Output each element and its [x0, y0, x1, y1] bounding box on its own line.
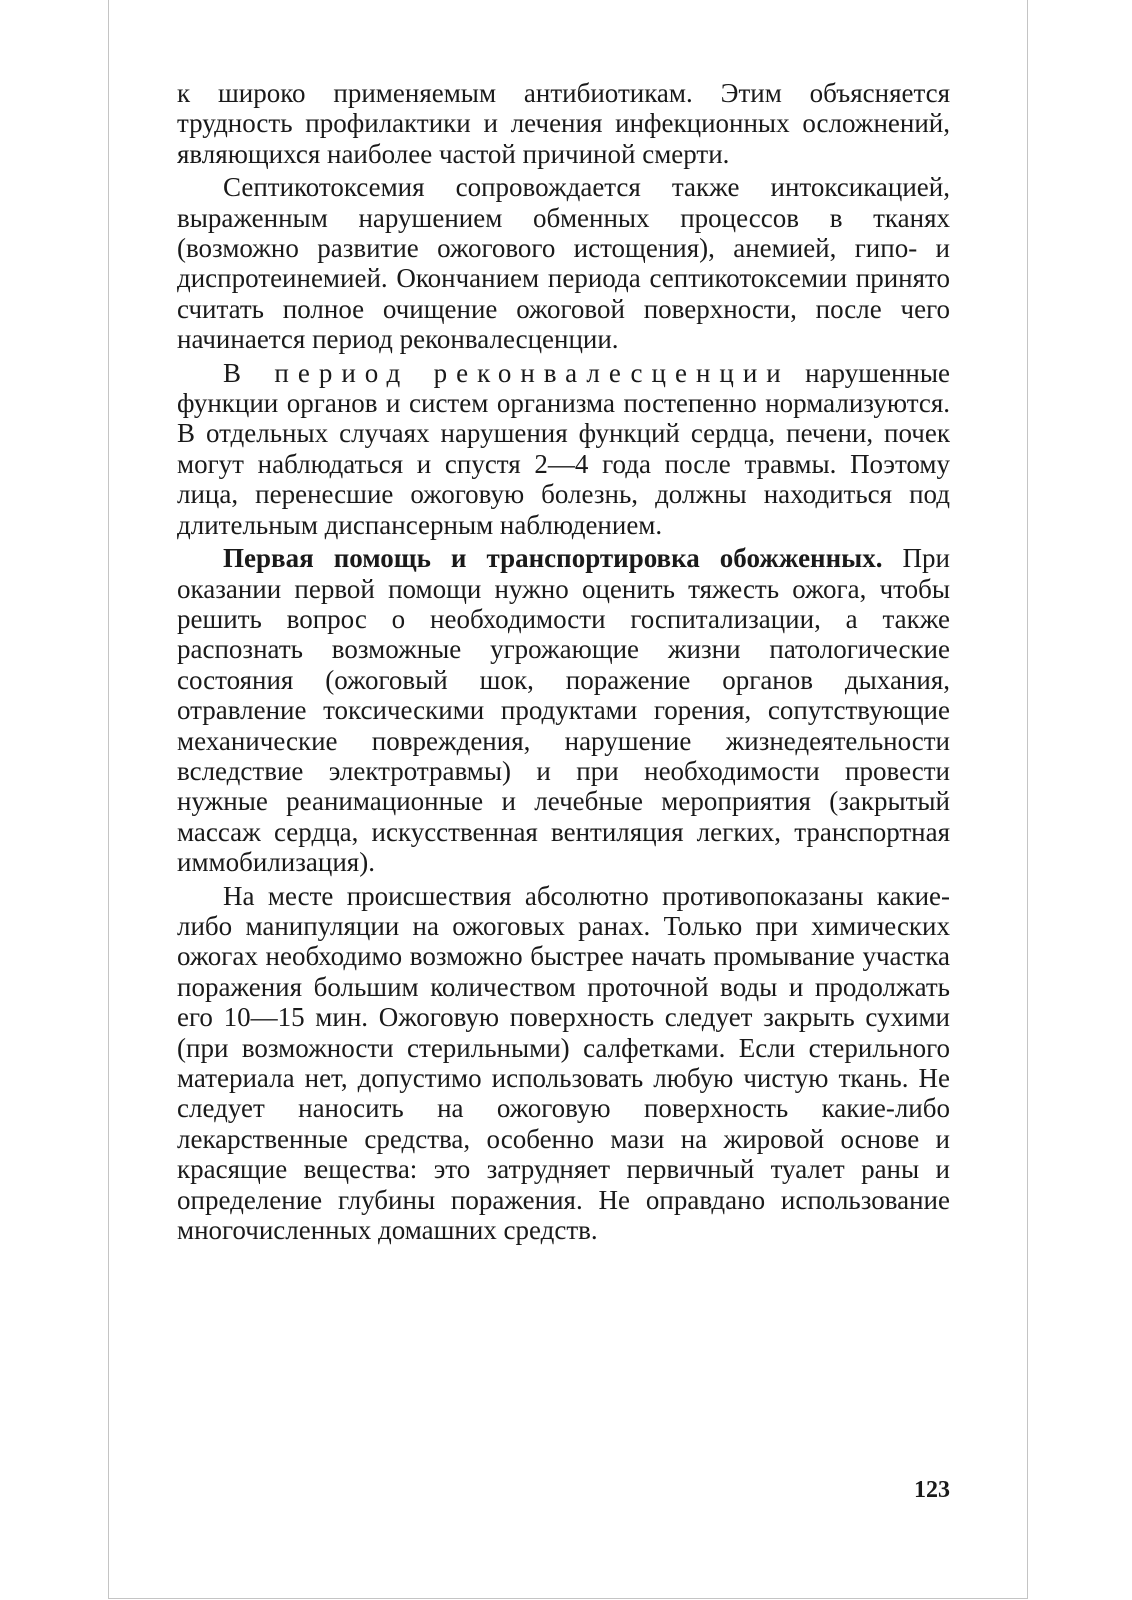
section-heading: Первая помощь и транспортировка обожженных.: [223, 543, 883, 574]
page-number: 123: [914, 1477, 950, 1503]
body-text: [177, 78, 950, 1248]
paragraph-septicotoxemia: Септикотоксемия сопровождается также интоксикацией, выраженным нарушением обменных процессов в тканях (возможно развитие ожогового истощения), анемией, гипо- и диспротеинемией. Окончанием периода септикотоксемии принято считать полное очищение ожоговой поверхности, после чего начинается период реконвалесценции.: [177, 172, 950, 355]
spaced-term: В период реконвалесценции: [223, 357, 790, 388]
paragraph-antibiotics: к широко применяемым антибиотикам. Этим объясняется трудность профилактики и лечения инфекционных осложнений, являющихся наиболее частой причиной смерти.: [177, 78, 950, 169]
paragraph-reconvalescence: [177, 358, 950, 540]
paragraph-first-aid-text: При оказании первой помощи нужно оценить тяжесть ожога, чтобы решить вопрос о необходимости госпитализации, а также распознать возможные угрожающие жизни патологические состояния (ожоговый шок, поражение органов дыхания, отравление токсическими продуктами горения, сопутствующие механические повреждения, нарушение жизнедеятельности вследствие электротравмы) и при необходимости провести нужные реанимационные и лечебные мероприятия (закрытый массаж сердца, искусственная вентиляция легких, транспортная иммобилизация).: [177, 543, 951, 878]
paragraph-on-site: На месте происшествия абсолютно противопоказаны какие-либо манипуляции на ожоговых ранах. Только при химических ожогах необходимо возможно быстрее начать промывание участка поражения большим количеством проточной воды и продолжать его 10—15 мин. Ожоговую поверхность следует закрыть сухими (при возможности стерильными) салфетками. Если стерильного материала нет, допустимо использовать любую чистую ткань. Не следует наносить на ожоговую поверхность какие-либо лекарственные средства, особенно мази на жировой основе и красящие вещества: это затрудняет первичный туалет раны и определение глубины поражения. Не оправдано использование многочисленных домашних средств.: [177, 880, 950, 1246]
paragraph-reconvalescence-text: нарушенные функции органов и систем организма постепенно нормализуются. В отдельных случаях нарушения функций сердца, печени, почек могут наблюдаться и спустя 2—4 года после травмы. Поэтому лица, перенесшие ожоговую болезнь, должны находиться под длительным диспансерным наблюдением.: [177, 357, 950, 540]
paragraph-first-aid: [177, 543, 950, 877]
